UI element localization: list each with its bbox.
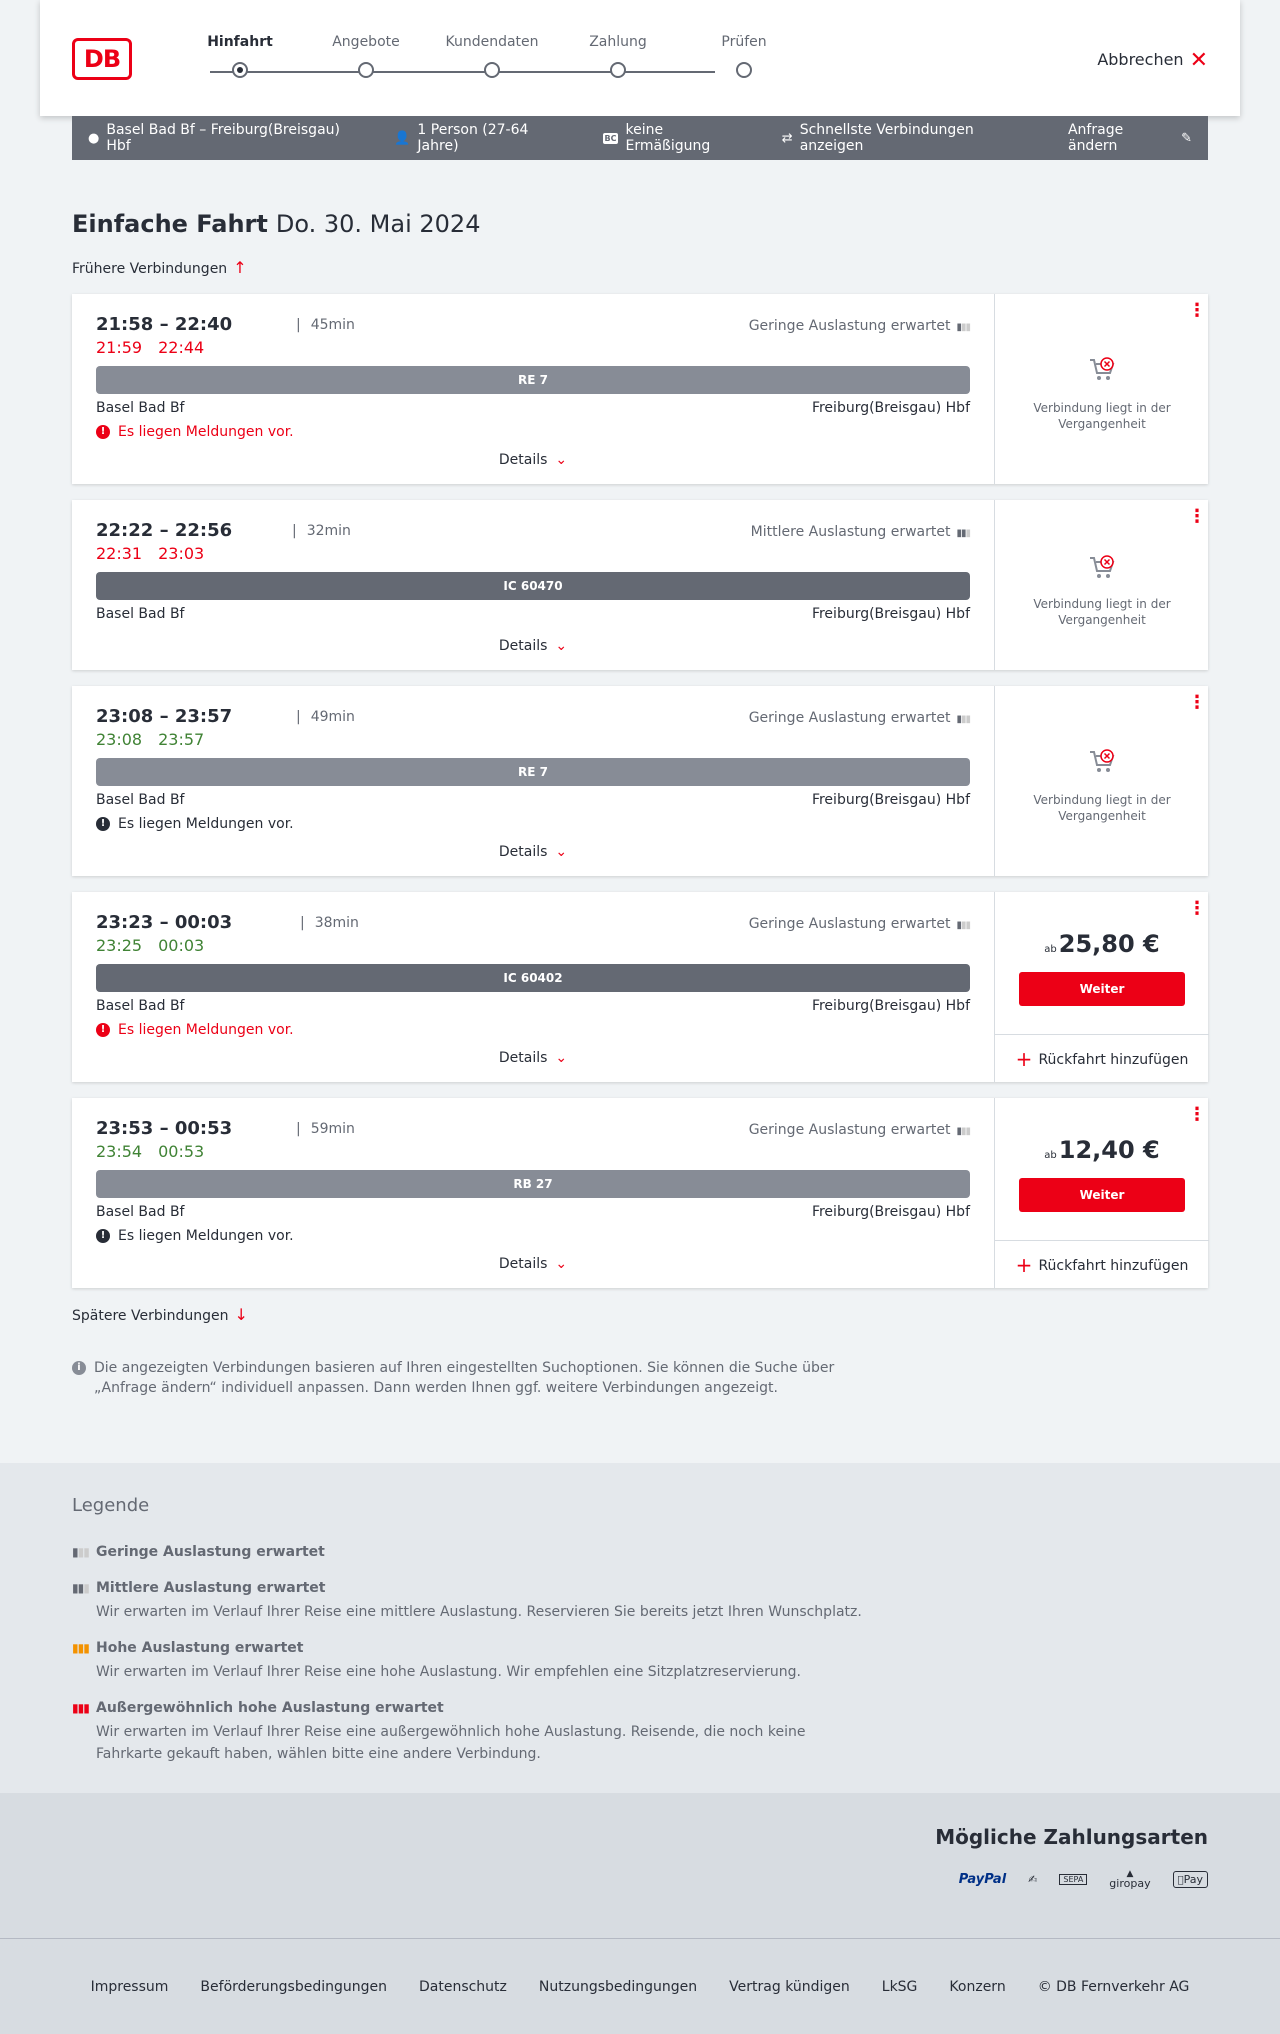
train-bar[interactable]: RE 7 bbox=[96, 366, 970, 394]
legend-item-medium bbox=[72, 1577, 872, 1623]
person-icon: 👤 bbox=[394, 130, 411, 146]
details-label: Details bbox=[498, 1256, 548, 1272]
message-notice[interactable] bbox=[96, 816, 294, 832]
alert-icon: ! bbox=[96, 817, 110, 831]
details-toggle[interactable] bbox=[72, 1050, 994, 1066]
message-notice[interactable] bbox=[96, 1022, 294, 1038]
more-options-icon[interactable]: ⋮ bbox=[1188, 692, 1206, 713]
footer-link-nutzungsbedingungen[interactable]: Nutzungsbedingungen bbox=[538, 1979, 698, 1995]
footer bbox=[0, 1938, 1280, 2034]
realtime-departure: 21:59 bbox=[96, 338, 143, 357]
step-dot bbox=[484, 62, 500, 78]
scheduled-times: 23:08 – 23:57 bbox=[96, 706, 233, 727]
realtime-times bbox=[96, 730, 220, 749]
details-label: Details bbox=[498, 452, 548, 468]
footer-link-datenschutz[interactable]: Datenschutz bbox=[418, 1979, 507, 1995]
details-label: Details bbox=[498, 844, 548, 860]
message-text: Es liegen Meldungen vor. bbox=[118, 816, 294, 832]
step-angebote bbox=[306, 34, 426, 78]
duration: | 49min bbox=[296, 709, 355, 725]
connection-card bbox=[72, 686, 1208, 876]
occupancy-info bbox=[751, 524, 970, 540]
realtime-arrival: 23:57 bbox=[158, 730, 205, 749]
search-summary-bar bbox=[72, 116, 1208, 160]
add-return-button[interactable] bbox=[995, 1034, 1209, 1082]
step-kundendaten bbox=[432, 34, 552, 78]
step-hinfahrt bbox=[180, 34, 300, 78]
legend-title: Legende bbox=[72, 1495, 150, 1516]
details-toggle[interactable] bbox=[72, 452, 994, 468]
cart-unavailable-icon bbox=[1087, 552, 1117, 582]
connection-info bbox=[72, 1098, 994, 1288]
step-dot bbox=[610, 62, 626, 78]
connection-card bbox=[72, 1098, 1208, 1288]
add-return-label: Rückfahrt hinzufügen bbox=[1038, 1258, 1189, 1274]
message-notice[interactable] bbox=[96, 1228, 294, 1244]
plus-icon: + bbox=[1015, 1253, 1033, 1277]
alert-icon: ! bbox=[96, 1023, 110, 1037]
progress-steps bbox=[180, 34, 767, 84]
pencil-icon: ✎ bbox=[1181, 130, 1192, 146]
discount-text: keine Ermäßigung bbox=[625, 122, 711, 154]
occupancy-text: Geringe Auslastung erwartet bbox=[748, 710, 951, 726]
sepa-icon: SEPA bbox=[1059, 1874, 1087, 1885]
connection-info bbox=[72, 892, 994, 1082]
details-toggle[interactable] bbox=[72, 638, 994, 654]
route-summary bbox=[88, 122, 360, 154]
apple-pay-icon bbox=[1173, 1871, 1208, 1888]
step-pruefen bbox=[684, 34, 804, 78]
past-connection-notice: Verbindung liegt in der Vergangenheit bbox=[1033, 401, 1171, 431]
duration: | 38min bbox=[300, 915, 359, 931]
arrow-up-icon: ↑ bbox=[233, 258, 247, 277]
payment-methods bbox=[959, 1869, 1208, 1890]
footer-link-konzern[interactable]: Konzern bbox=[949, 1979, 1006, 1995]
step-label: Hinfahrt bbox=[207, 34, 273, 50]
occupancy-text: Mittlere Auslastung erwartet bbox=[750, 524, 951, 540]
scheduled-times: 22:22 – 22:56 bbox=[96, 520, 233, 541]
step-dot bbox=[736, 62, 752, 78]
page-title bbox=[72, 210, 480, 238]
connection-info bbox=[72, 500, 994, 670]
earlier-label: Frühere Verbindungen bbox=[72, 261, 228, 277]
chevron-down-icon: ⌄ bbox=[555, 452, 568, 468]
step-label: Prüfen bbox=[721, 34, 767, 50]
offer-panel bbox=[994, 294, 1208, 484]
train-bar[interactable]: RE 7 bbox=[96, 758, 970, 786]
scheduled-times: 23:23 – 00:03 bbox=[96, 912, 233, 933]
trip-date: Do. 30. Mai 2024 bbox=[275, 210, 481, 238]
step-dot bbox=[232, 62, 248, 78]
connection-card bbox=[72, 892, 1208, 1082]
offer-panel bbox=[994, 892, 1208, 1082]
occupancy-very-high-icon: ▮▮▮ bbox=[72, 1701, 89, 1715]
legend-item-label: Mittlere Auslastung erwartet bbox=[96, 1580, 326, 1596]
fastest-summary bbox=[782, 122, 1034, 154]
more-options-icon[interactable]: ⋮ bbox=[1188, 1104, 1206, 1125]
cart-unavailable-icon bbox=[1087, 354, 1117, 384]
header bbox=[40, 0, 1240, 116]
legend-item-text: Wir erwarten im Verlauf Ihrer Reise eine hohe Auslastung. Wir empfehlen eine Sitzplatzreservierung. bbox=[96, 1664, 801, 1680]
alert-icon: ! bbox=[96, 425, 110, 439]
direct-debit-icon: ✍ bbox=[1028, 1873, 1038, 1886]
footer-link-befoerderungsbedingungen[interactable]: Beförderungsbedingungen bbox=[200, 1979, 387, 1995]
paypal-icon: PayPal bbox=[958, 1872, 1007, 1887]
persons-summary bbox=[394, 122, 568, 154]
alert-icon: ! bbox=[96, 1229, 110, 1243]
occupancy-low-icon: ▮▮▮ bbox=[956, 714, 970, 725]
footer-link-vertrag-kuendigen[interactable]: Vertrag kündigen bbox=[729, 1979, 850, 1995]
later-label: Spätere Verbindungen bbox=[72, 1308, 229, 1324]
realtime-arrival: 23:03 bbox=[158, 544, 205, 563]
origin-station: Basel Bad Bf bbox=[96, 792, 185, 808]
legend-item-title bbox=[72, 1697, 872, 1719]
past-connection-notice: Verbindung liegt in der Vergangenheit bbox=[1033, 793, 1171, 823]
footer-copyright: © DB Fernverkehr AG bbox=[1037, 1979, 1190, 1995]
connection-card bbox=[72, 294, 1208, 484]
more-options-icon[interactable]: ⋮ bbox=[1188, 300, 1206, 321]
legend-section bbox=[0, 1463, 1280, 1793]
occupancy-low-icon: ▮▮▮ bbox=[72, 1545, 89, 1559]
realtime-arrival: 00:03 bbox=[158, 936, 205, 955]
message-text: Es liegen Meldungen vor. bbox=[118, 1228, 294, 1244]
legend-item-title bbox=[72, 1637, 872, 1659]
chevron-down-icon: ⌄ bbox=[555, 1256, 568, 1272]
destination-station: Freiburg(Breisgau) Hbf bbox=[811, 1204, 970, 1220]
bahncard-icon: BC bbox=[604, 133, 617, 143]
legend-item-label: Geringe Auslastung erwartet bbox=[96, 1544, 325, 1560]
details-label: Details bbox=[498, 638, 548, 654]
later-connections-link[interactable] bbox=[72, 1305, 248, 1324]
train-bar[interactable]: RB 27 bbox=[96, 1170, 970, 1198]
duration: | 45min bbox=[296, 317, 355, 333]
destination-station: Freiburg(Breisgau) Hbf bbox=[811, 998, 970, 1014]
step-label: Kundendaten bbox=[445, 34, 539, 50]
cancel-label: Abbrechen bbox=[1097, 50, 1184, 69]
route-text: Basel Bad Bf – Freiburg(Breisgau) Hbf bbox=[106, 122, 340, 154]
cart-unavailable-icon bbox=[1087, 746, 1117, 776]
occupancy-text: Geringe Auslastung erwartet bbox=[748, 916, 951, 932]
change-request-button[interactable] bbox=[1068, 122, 1192, 154]
info-icon: i bbox=[72, 1361, 86, 1375]
continue-button[interactable]: Weiter bbox=[1019, 972, 1185, 1006]
duration: | 32min bbox=[292, 523, 351, 539]
message-notice[interactable] bbox=[96, 424, 294, 440]
step-zahlung bbox=[558, 34, 678, 78]
occupancy-low-icon: ▮▮▮ bbox=[956, 920, 970, 931]
add-return-label: Rückfahrt hinzufügen bbox=[1038, 1052, 1189, 1068]
swap-arrows-icon: ⇄ bbox=[781, 130, 793, 146]
close-icon: ✕ bbox=[1189, 48, 1208, 73]
payment-title: Mögliche Zahlungsarten bbox=[935, 1825, 1208, 1849]
price-prefix: ab bbox=[1044, 1150, 1057, 1161]
add-return-button[interactable] bbox=[995, 1240, 1209, 1288]
plus-icon: + bbox=[1015, 1047, 1033, 1071]
destination-station: Freiburg(Breisgau) Hbf bbox=[811, 606, 970, 622]
train-bar[interactable]: IC 60402 bbox=[96, 964, 970, 992]
details-toggle[interactable] bbox=[72, 1256, 994, 1272]
discount-summary bbox=[603, 122, 748, 154]
legend-item-text: Wir erwarten im Verlauf Ihrer Reise eine außergewöhnlich hohe Auslastung. Reisende, die noch keine Fahrkarte gekauft haben, wählen bitte eine andere Verbindung. bbox=[96, 1724, 806, 1762]
occupancy-low-icon: ▮▮▮ bbox=[956, 1126, 970, 1137]
occupancy-medium-icon: ▮▮▮ bbox=[956, 528, 970, 539]
destination-station: Freiburg(Breisgau) Hbf bbox=[811, 400, 970, 416]
offer-panel bbox=[994, 1098, 1208, 1288]
occupancy-medium-icon: ▮▮▮ bbox=[72, 1581, 89, 1595]
scheduled-times: 21:58 – 22:40 bbox=[96, 314, 233, 335]
occupancy-info bbox=[749, 710, 970, 726]
occupancy-info bbox=[749, 916, 970, 932]
chevron-down-icon: ⌄ bbox=[555, 844, 568, 860]
giropay-icon: ▲ giropay bbox=[1109, 1869, 1151, 1890]
occupancy-high-icon: ▮▮▮ bbox=[72, 1641, 89, 1655]
legend-item-low bbox=[72, 1541, 325, 1563]
realtime-times bbox=[96, 1142, 220, 1161]
trip-type: Einfache Fahrt bbox=[72, 210, 268, 238]
legend-item-very-high bbox=[72, 1697, 872, 1765]
realtime-times bbox=[96, 936, 220, 955]
chevron-down-icon: ⌄ bbox=[555, 638, 568, 654]
note-text: Die angezeigten Verbindungen basieren auf Ihren eingestellten Suchoptionen. Sie können die Suche über „Anfrage ändern“ individuell anpassen. Dann werden Ihnen ggf. weitere Verbindungen angezeigt. bbox=[94, 1360, 835, 1396]
realtime-times bbox=[96, 544, 220, 563]
persons-text: 1 Person (27-64 Jahre) bbox=[417, 122, 529, 154]
occupancy-text: Geringe Auslastung erwartet bbox=[748, 1122, 951, 1138]
origin-station: Basel Bad Bf bbox=[96, 998, 185, 1014]
occupancy-low-icon: ▮▮▮ bbox=[956, 322, 970, 333]
footer-nav bbox=[0, 1979, 1280, 1995]
cancel-button[interactable] bbox=[1097, 48, 1208, 73]
legend-item-high bbox=[72, 1637, 872, 1683]
past-connection-notice: Verbindung liegt in der Vergangenheit bbox=[1033, 597, 1171, 627]
legend-item-label: Hohe Auslastung erwartet bbox=[96, 1640, 304, 1656]
legend-item-label: Außergewöhnlich hohe Auslastung erwartet bbox=[96, 1700, 444, 1716]
train-bar[interactable]: IC 60470 bbox=[96, 572, 970, 600]
legend-item-title bbox=[72, 1541, 325, 1563]
price bbox=[995, 1136, 1209, 1164]
change-request-label: Anfrage ändern bbox=[1067, 122, 1124, 154]
connection-card bbox=[72, 500, 1208, 670]
legend-item-title bbox=[72, 1577, 872, 1599]
earlier-connections-link[interactable] bbox=[72, 258, 247, 277]
location-pin-icon: ● bbox=[88, 130, 100, 146]
destination-station: Freiburg(Breisgau) Hbf bbox=[811, 792, 970, 808]
realtime-departure: 23:08 bbox=[96, 730, 143, 749]
realtime-departure: 23:54 bbox=[96, 1142, 143, 1161]
more-options-icon[interactable]: ⋮ bbox=[1188, 898, 1206, 919]
price-prefix: ab bbox=[1044, 944, 1057, 955]
message-text: Es liegen Meldungen vor. bbox=[118, 1022, 294, 1038]
step-label: Angebote bbox=[332, 34, 400, 50]
continue-button[interactable]: Weiter bbox=[1019, 1178, 1185, 1212]
step-label: Zahlung bbox=[589, 34, 647, 50]
footer-link-impressum[interactable]: Impressum bbox=[90, 1979, 169, 1995]
fastest-text: Schnellste Verbindungen anzeigen bbox=[799, 122, 974, 154]
legend-item-text: Wir erwarten im Verlauf Ihrer Reise eine mittlere Auslastung. Reservieren Sie bereits jetzt Ihren Wunschplatz. bbox=[96, 1604, 862, 1620]
origin-station: Basel Bad Bf bbox=[96, 400, 185, 416]
realtime-departure: 22:31 bbox=[96, 544, 143, 563]
payment-section bbox=[0, 1793, 1280, 1938]
origin-station: Basel Bad Bf bbox=[96, 1204, 185, 1220]
details-toggle[interactable] bbox=[72, 844, 994, 860]
db-logo[interactable]: DB bbox=[72, 38, 132, 80]
connection-info bbox=[72, 686, 994, 876]
origin-station: Basel Bad Bf bbox=[96, 606, 185, 622]
occupancy-info bbox=[749, 318, 970, 334]
step-dot bbox=[358, 62, 374, 78]
realtime-times bbox=[96, 338, 220, 357]
occupancy-text: Geringe Auslastung erwartet bbox=[748, 318, 951, 334]
duration: | 59min bbox=[296, 1121, 355, 1137]
offer-panel bbox=[994, 500, 1208, 670]
message-text: Es liegen Meldungen vor. bbox=[118, 424, 294, 440]
giropay-label: giropay bbox=[1109, 1877, 1151, 1890]
connection-info bbox=[72, 294, 994, 484]
apple-pay-label: Pay bbox=[1183, 1873, 1203, 1886]
chevron-down-icon: ⌄ bbox=[555, 1050, 568, 1066]
price bbox=[995, 930, 1209, 958]
price-value: 12,40 € bbox=[1058, 1136, 1160, 1164]
footer-link-lksg[interactable]: LkSG bbox=[881, 1979, 918, 1995]
details-label: Details bbox=[498, 1050, 548, 1066]
price-value: 25,80 € bbox=[1058, 930, 1160, 958]
more-options-icon[interactable]: ⋮ bbox=[1188, 506, 1206, 527]
realtime-arrival: 22:44 bbox=[158, 338, 205, 357]
scheduled-times: 23:53 – 00:53 bbox=[96, 1118, 233, 1139]
search-info-note bbox=[72, 1358, 852, 1398]
arrow-down-icon: ↓ bbox=[234, 1305, 248, 1324]
occupancy-info bbox=[749, 1122, 970, 1138]
realtime-arrival: 00:53 bbox=[158, 1142, 205, 1161]
realtime-departure: 23:25 bbox=[96, 936, 143, 955]
offer-panel bbox=[994, 686, 1208, 876]
